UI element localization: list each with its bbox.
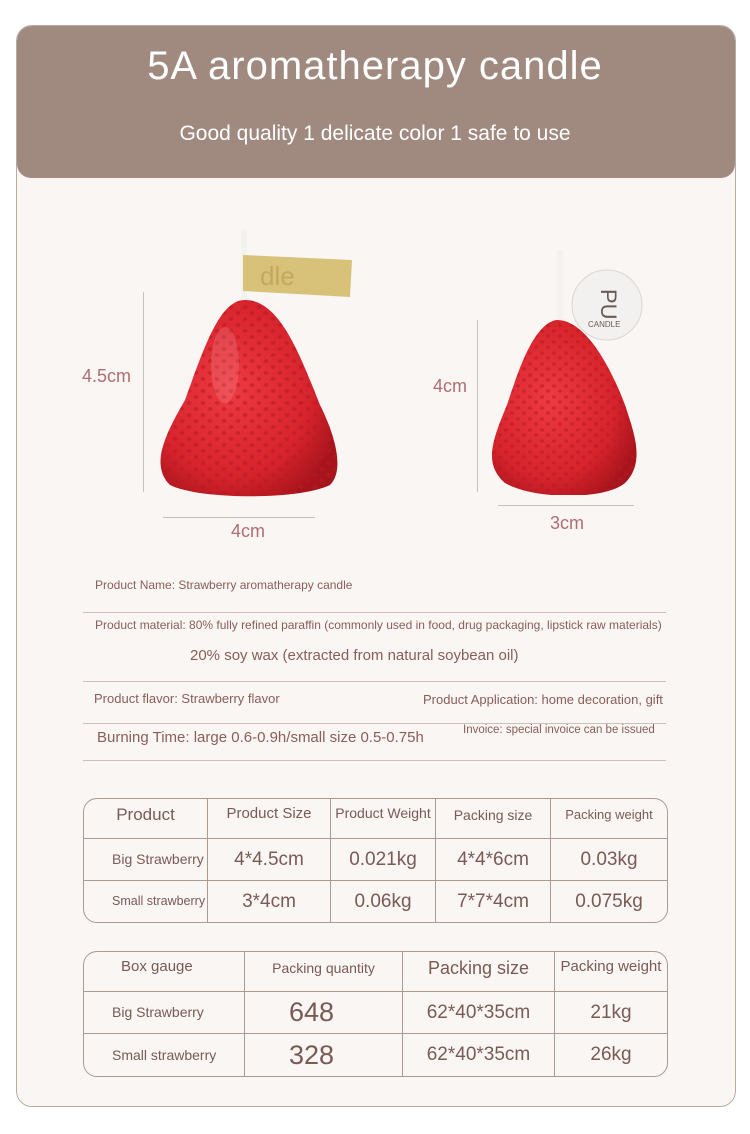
product-material: Product material: 80% fully refined paraffin (commonly used in food, drug packaging, lipstick raw materials) <box>95 618 662 632</box>
header-packing-quantity: Packing quantity <box>245 952 403 992</box>
row-packing-weight: 21kg <box>555 992 667 1034</box>
row-packing-quantity: 648 <box>245 992 403 1034</box>
row-product-weight: 0.021kg <box>331 839 436 881</box>
big-height-line <box>143 292 144 492</box>
big-height-label: 4.5cm <box>82 366 132 386</box>
divider <box>83 760 666 761</box>
row-product-size: 4*4.5cm <box>208 839 331 881</box>
box-table <box>83 951 668 1077</box>
row-name: Small strawberry <box>84 881 208 922</box>
row-name: Big Strawberry <box>84 839 208 881</box>
header-product-weight: Product Weight <box>331 799 436 839</box>
small-width-label: 3cm <box>550 513 585 533</box>
big-tag-text: dle <box>260 261 295 291</box>
header-packing-size: Packing size <box>436 799 551 839</box>
small-width-line <box>498 505 634 506</box>
header-box-gauge: Box gauge <box>84 952 245 992</box>
divider <box>83 681 666 682</box>
page-subtitle: Good quality 1 delicate color 1 safe to use <box>179 122 571 145</box>
header-product-size: Product Size <box>208 799 331 839</box>
row-packing-quantity: 328 <box>245 1034 403 1076</box>
product-application: Product Application: home decoration, gift <box>423 692 663 707</box>
row-packing-size: 4*4*6cm <box>436 839 551 881</box>
header-product: Product <box>84 799 208 839</box>
row-name: Big Strawberry <box>84 992 245 1034</box>
row-name: Small strawberry <box>84 1034 245 1076</box>
row-packing-weight: 0.075kg <box>575 890 643 912</box>
product-material-extra: 20% soy wax (extracted from natural soybean oil) <box>190 647 519 664</box>
big-width-label: 4cm <box>231 521 266 541</box>
product-card <box>16 25 736 1107</box>
header-packing-weight: Packing weight <box>555 952 667 992</box>
small-tag-text: PU <box>596 289 621 320</box>
small-tag-sub: CANDLE <box>588 320 621 329</box>
divider <box>83 612 666 613</box>
header-packing-size: Packing size <box>403 952 555 992</box>
row-packing-weight: 0.03kg <box>551 839 667 881</box>
burning-time: Burning Time: large 0.6-0.9h/small size 0.5-0.75h <box>97 729 424 746</box>
big-strawberry-image <box>150 225 360 505</box>
small-height-line <box>477 320 478 492</box>
spec-table <box>83 798 668 923</box>
small-height-label: 4cm <box>433 376 468 396</box>
product-flavor: Product flavor: Strawberry flavor <box>94 691 280 706</box>
row-packing-size: 7*7*4cm <box>436 881 551 922</box>
big-width-line <box>163 517 315 518</box>
row-product-size: 3*4cm <box>208 881 331 922</box>
product-name: Product Name: Strawberry aromatherapy candle <box>95 578 353 592</box>
header-packing-weight: Packing weight <box>551 799 667 839</box>
row-packing-weight: 26kg <box>590 1044 632 1065</box>
row-product-weight: 0.06kg <box>331 881 436 922</box>
invoice-note: Invoice: special invoice can be issued <box>463 724 655 736</box>
small-strawberry-image <box>485 245 645 495</box>
page-title: 5A aromatherapy candle <box>147 44 603 88</box>
row-packing-size: 62*40*35cm <box>403 992 555 1034</box>
row-packing-size: 62*40*35cm <box>403 1034 555 1076</box>
